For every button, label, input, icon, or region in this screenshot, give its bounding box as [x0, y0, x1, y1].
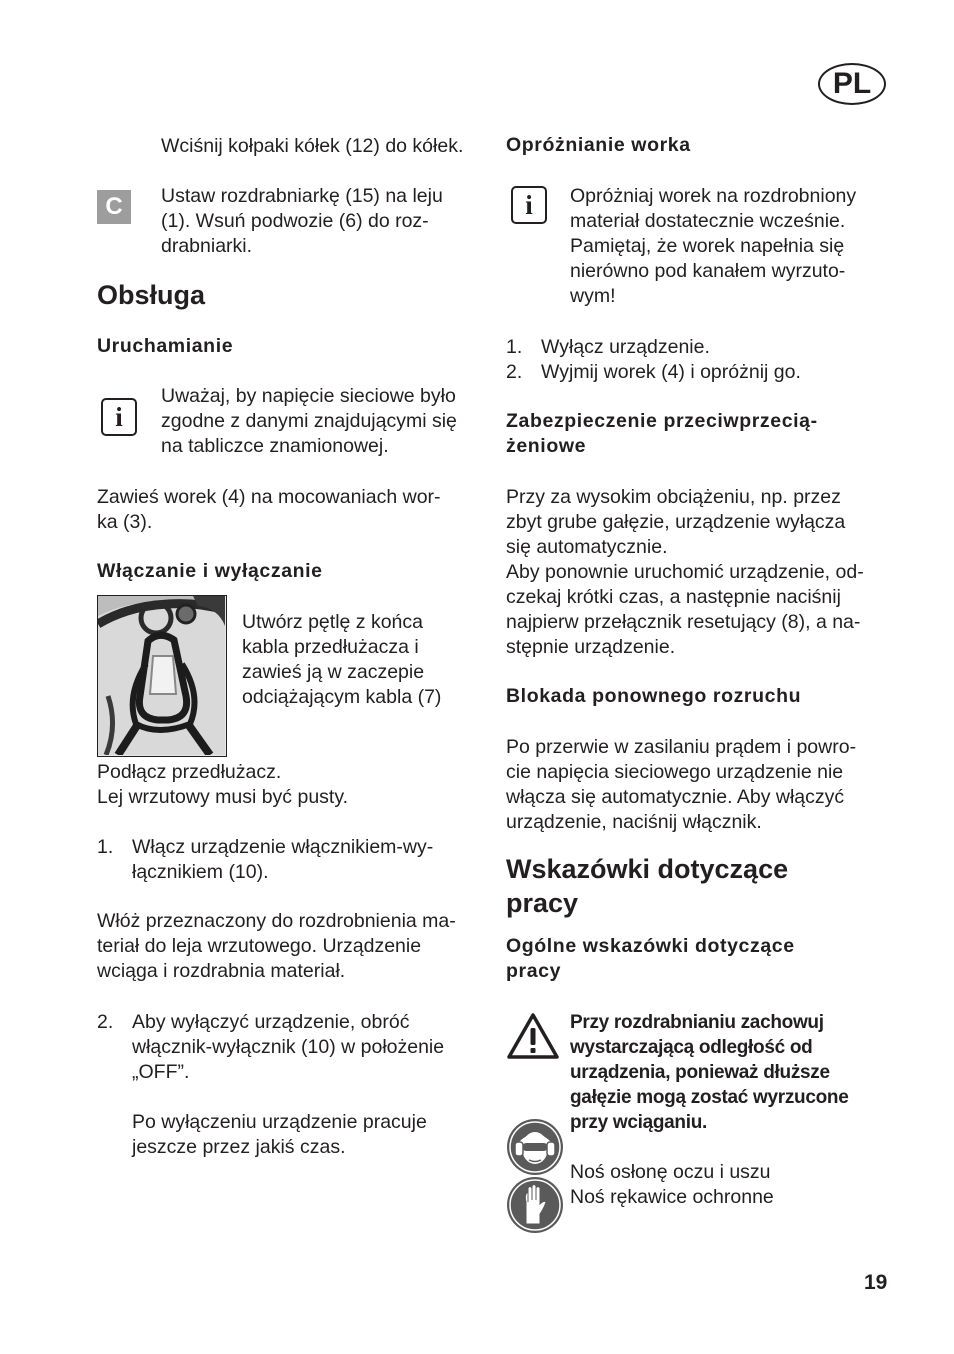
list-item-text: Wyłącz urządzenie. [541, 336, 710, 358]
list-item-text: Aby wyłączyć urządzenie, obróć włącznik-wyłącznik (10) w położenie „OFF”. [132, 1011, 445, 1083]
subheading-on-off: Włączanie i wyłączanie [97, 560, 323, 582]
cable-loop-text: Utwórz pętlę z końca kabla przedłużacza i zawieś ją w zaczepie odciążającym kabla (7) [242, 611, 442, 708]
cable-loop-illustration [98, 596, 225, 755]
intro-step-text: Wciśnij kołpaki kółek (12) do kółek. [161, 135, 464, 157]
bag-text: Zawieś worek (4) na mocowaniach wor- ka (3). [97, 486, 441, 533]
subheading-startup: Uruchamianie [97, 335, 234, 357]
step-c-badge: C [97, 190, 131, 224]
section-heading-work-tips: Wskazówki dotyczące pracy [506, 854, 789, 918]
feed-material-text: Włóż przeznaczony do rozdrobnienia ma- teriał do leja wrzutowego. Urządzenie wciąga i rozdrabnia materiał. [97, 910, 456, 982]
distance-warning: Przy rozdrabnianiu zachowuj wystarczającą odległość od urządzenia, ponieważ dłuższe gałęzie mogą zostać wyrzucone przy wciąganiu. [570, 1012, 849, 1133]
info-icon: i [511, 186, 547, 224]
restart-lock-text: Po przerwie w zasilaniu prądem i powro- cie napięcia sieciowego urządzenie nie włącza się automatycznie. Aby włączyć urządzenie, naciśnij włącznik. [506, 736, 857, 833]
list-item-text: Włącz urządzenie włącznikiem-wy- łącznikiem (10). [132, 836, 434, 883]
step-c-text: Ustaw rozdrabniarkę (15) na leju (1). Wsuń podwozie (6) do roz- drabniarki. [161, 185, 443, 257]
warning-icon [506, 1012, 560, 1060]
language-badge: PL [818, 63, 886, 105]
gloves-icon [506, 1176, 564, 1234]
cable-strain-relief-image [97, 595, 227, 757]
ppe-eyes-ears-text: Noś osłonę oczu i uszu [570, 1161, 771, 1183]
connect-extension-text: Podłącz przedłużacz. Lej wrzutowy musi być pusty. [97, 761, 349, 808]
empty-bag-note: Opróżniaj worek na rozdrobniony materiał dostatecznie wcześnie. Pamiętaj, że worek napełnia się nierówno pod kanałem wyrzuto- wym! [570, 185, 857, 307]
list-item-number: 1. [506, 336, 523, 358]
section-heading-operation: Obsługa [97, 280, 206, 310]
eye-ear-protection-icon [506, 1118, 564, 1176]
list-item-number: 2. [97, 1011, 114, 1033]
list-item-text: Wyjmij worek (4) i opróżnij go. [541, 361, 801, 383]
page-number: 19 [864, 1271, 888, 1294]
subheading-emptying-bag: Opróżnianie worka [506, 134, 691, 156]
list-item-number: 1. [97, 836, 114, 858]
list-item-number: 2. [506, 361, 523, 383]
overload-text: Przy za wysokim obciążeniu, np. przez zbyt grube gałęzie, urządzenie wyłącza się automatycznie. Aby ponownie uruchomić urządzenie, od- czekaj krótki czas, a następnie naciśnij najpierw przełącznik resetujący (8), a na- stępnie urządzenie. [506, 486, 864, 658]
subheading-overload-protection: Zabezpieczenie przeciwprzecią- żeniowe [506, 410, 818, 457]
subheading-general-tips: Ogólne wskazówki dotyczące pracy [506, 935, 795, 982]
ppe-gloves-text: Noś rękawice ochronne [570, 1186, 774, 1208]
info-icon: i [101, 398, 137, 436]
after-off-text: Po wyłączeniu urządzenie pracuje jeszcze przez jakiś czas. [132, 1111, 427, 1158]
subheading-restart-lock: Blokada ponownego rozruchu [506, 685, 802, 707]
voltage-note: Uważaj, by napięcie sieciowe było zgodne z danymi znajdującymi się na tabliczce znamionowej. [161, 385, 457, 457]
